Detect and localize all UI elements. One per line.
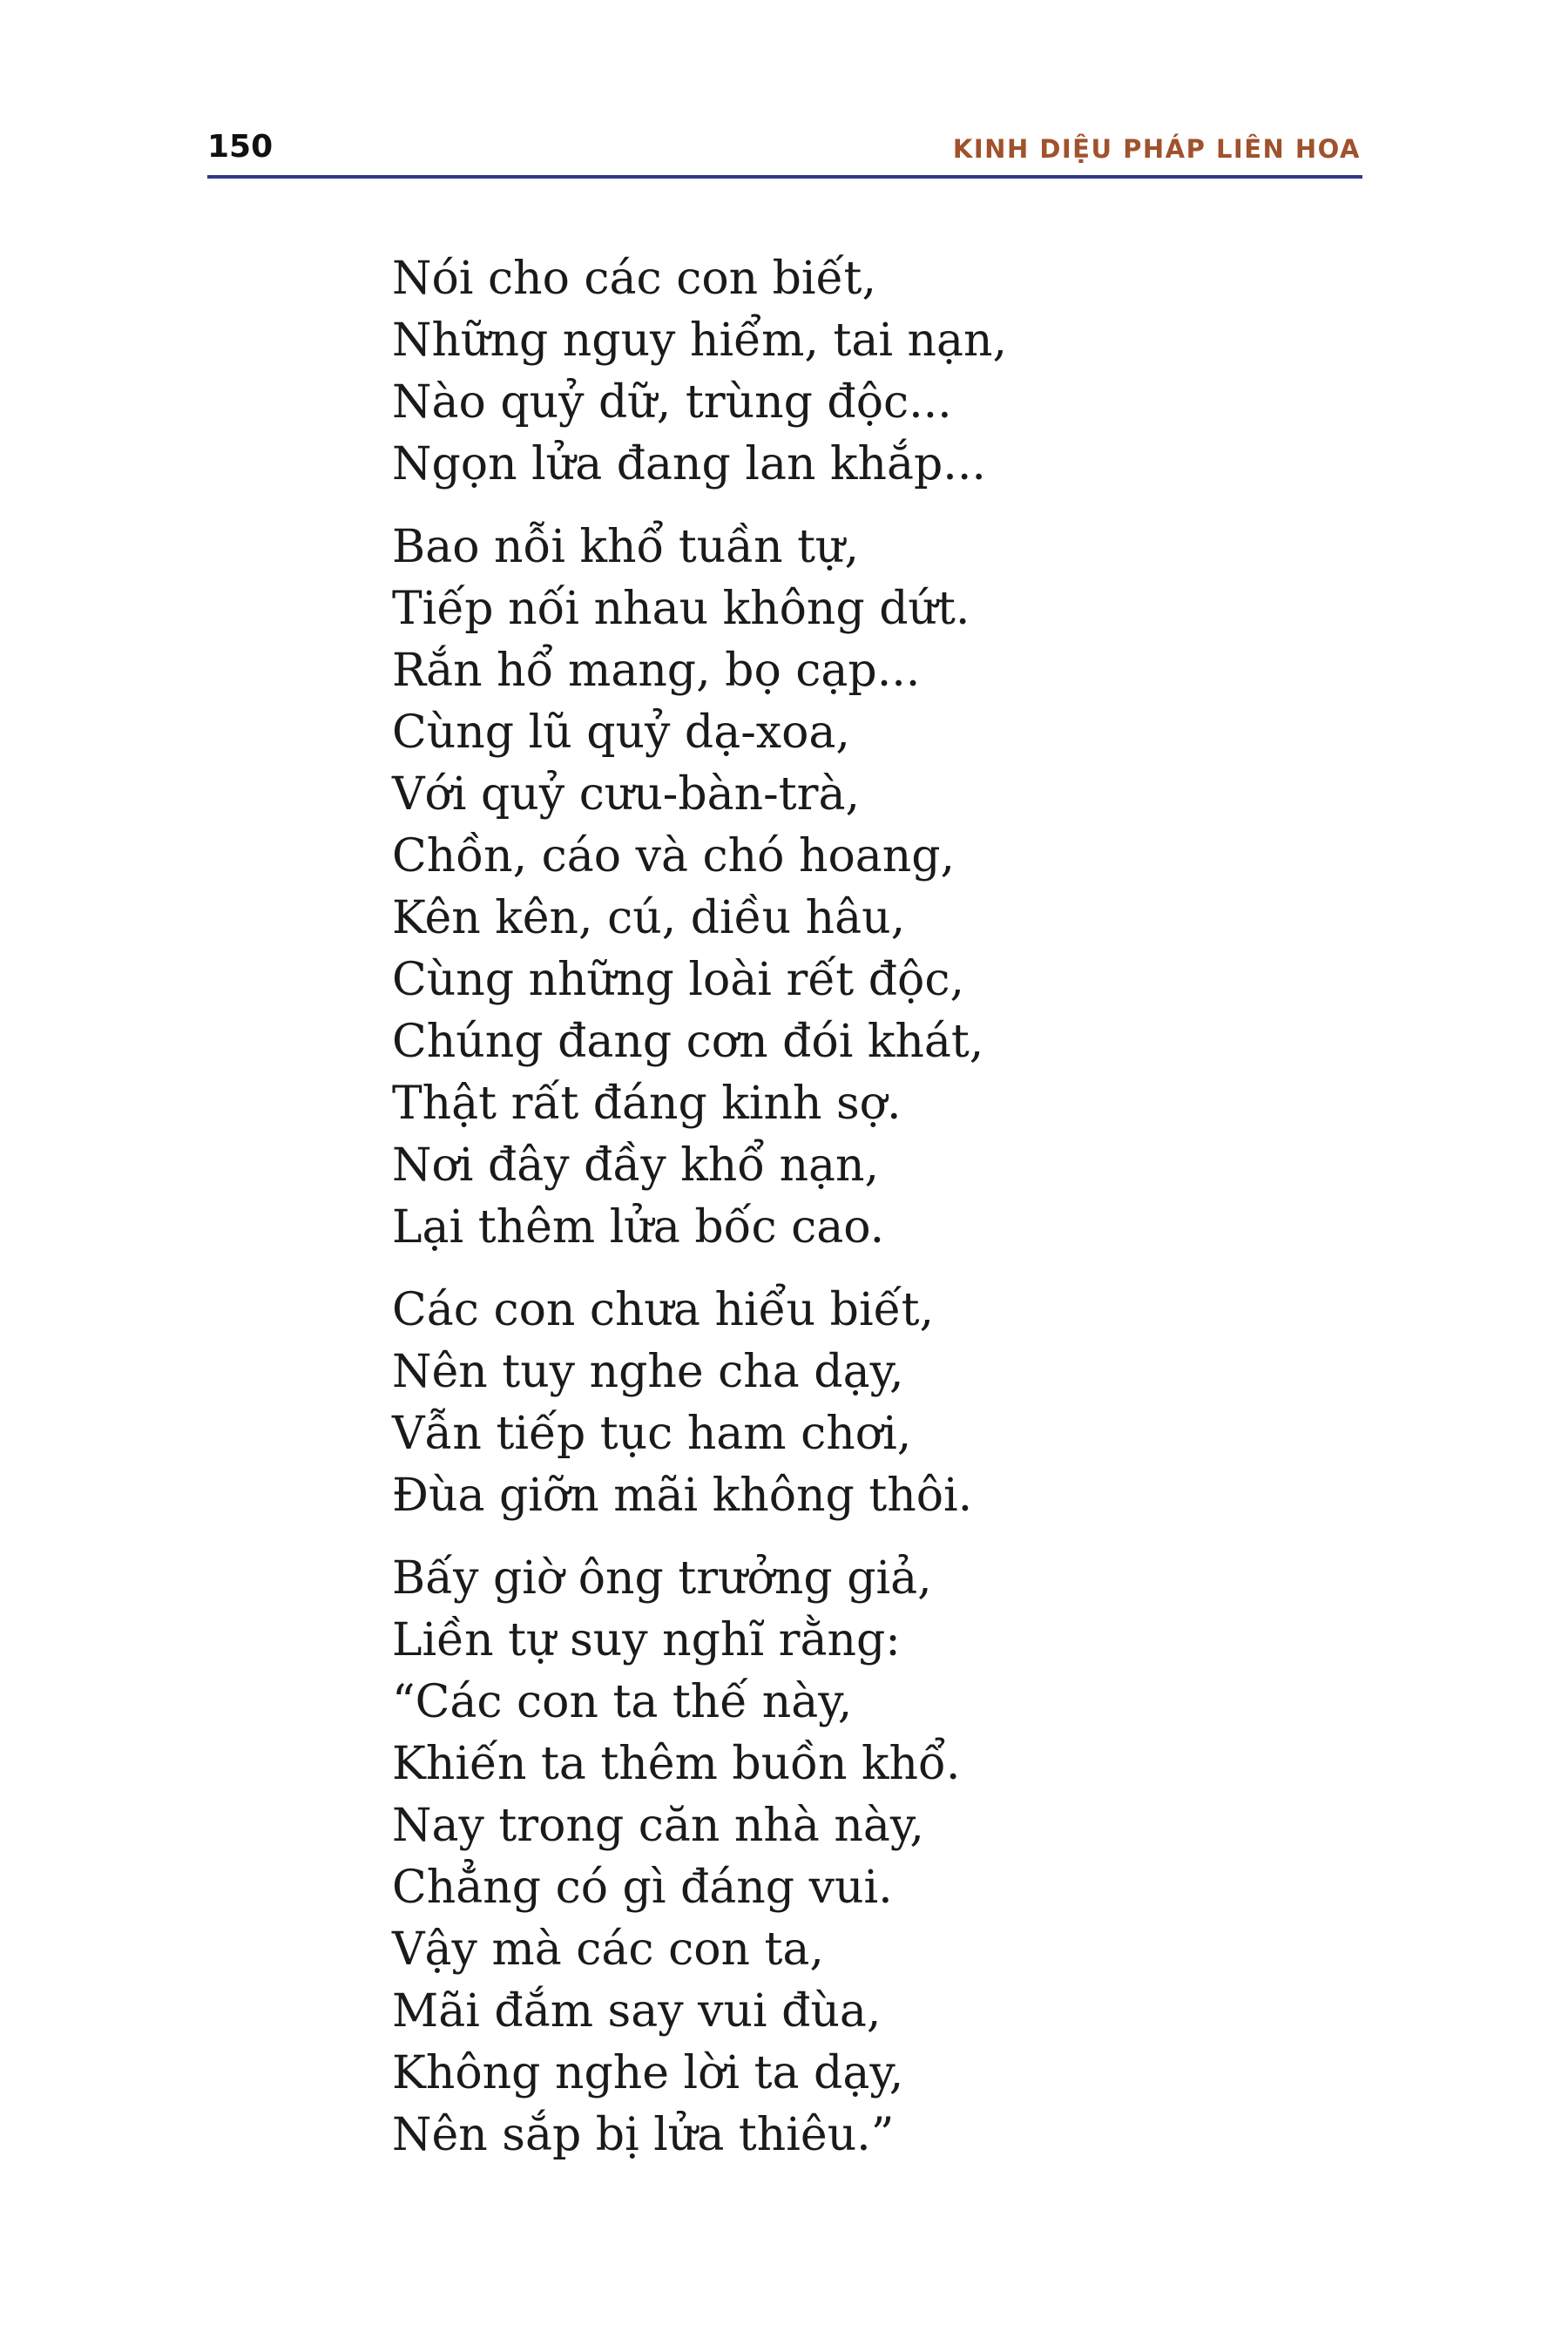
header-divider (207, 175, 1362, 179)
poem-line: Kên kên, cú, diều hâu, (392, 892, 906, 944)
poem-line: Ngọn lửa đang lan khắp... (392, 438, 986, 490)
poem-line: Chúng đang cơn đói khát, (392, 1016, 984, 1068)
page-number: 150 (207, 129, 274, 165)
poem-line: Mãi đắm say vui đùa, (392, 1985, 882, 2038)
poem-line: Nên tuy nghe cha dạy, (392, 1346, 904, 1398)
stanza-3 (392, 1280, 1176, 1527)
poem-line: Bấy giờ ông trưởng giả, (392, 1552, 932, 1605)
poem-line: Lại thêm lửa bốc cao. (392, 1201, 885, 1254)
stanza-2 (392, 517, 1176, 1259)
poem-line: “Các con ta thế này, (392, 1676, 853, 1728)
poem-line: Nơi đây đầy khổ nạn, (392, 1139, 880, 1192)
poem-line: Chẳng có gì đáng vui. (392, 1862, 893, 1914)
poem-line: Các con chưa hiểu biết, (392, 1284, 934, 1336)
poem-line: Cùng lũ quỷ dạ-xoa, (392, 706, 850, 759)
poem-line: Bao nỗi khổ tuần tự, (392, 521, 860, 573)
poem-line: Chồn, cáo và chó hoang, (392, 830, 956, 882)
poem-line: Liền tự suy nghĩ rằng: (392, 1614, 901, 1666)
poem-line: Thật rất đáng kinh sợ. (392, 1078, 902, 1130)
poem-line: Tiếp nối nhau không dứt. (392, 583, 970, 635)
poem-line: Không nghe lời ta dạy, (392, 2047, 904, 2099)
poem-line: Vậy mà các con ta, (392, 1923, 824, 1976)
stanza-1 (392, 248, 1176, 496)
poem-line: Nay trong căn nhà này, (392, 1800, 924, 1852)
running-title: KINH DIỆU PHÁP LIÊN HOA (952, 134, 1361, 164)
poem-line: Vẫn tiếp tục ham chơi, (392, 1408, 912, 1460)
poem-line: Khiến ta thêm buồn khổ. (392, 1738, 961, 1790)
poem-line: Những nguy hiểm, tai nạn, (392, 314, 1008, 367)
poem-line: Cùng những loài rết độc, (392, 954, 964, 1006)
poem-line: Với quỷ cưu-bàn-trà, (392, 768, 861, 821)
poem-line: Rắn hổ mang, bọ cạp... (392, 645, 921, 697)
page-header (207, 122, 1362, 172)
poem-line: Nên sắp bị lửa thiêu.” (392, 2109, 895, 2161)
poem-line: Đùa giỡn mãi không thôi. (392, 1470, 973, 1522)
poem-body (392, 248, 1176, 2187)
poem-line: Nào quỷ dữ, trùng độc... (392, 376, 952, 429)
stanza-4 (392, 1548, 1176, 2166)
poem-line: Nói cho các con biết, (392, 253, 876, 305)
